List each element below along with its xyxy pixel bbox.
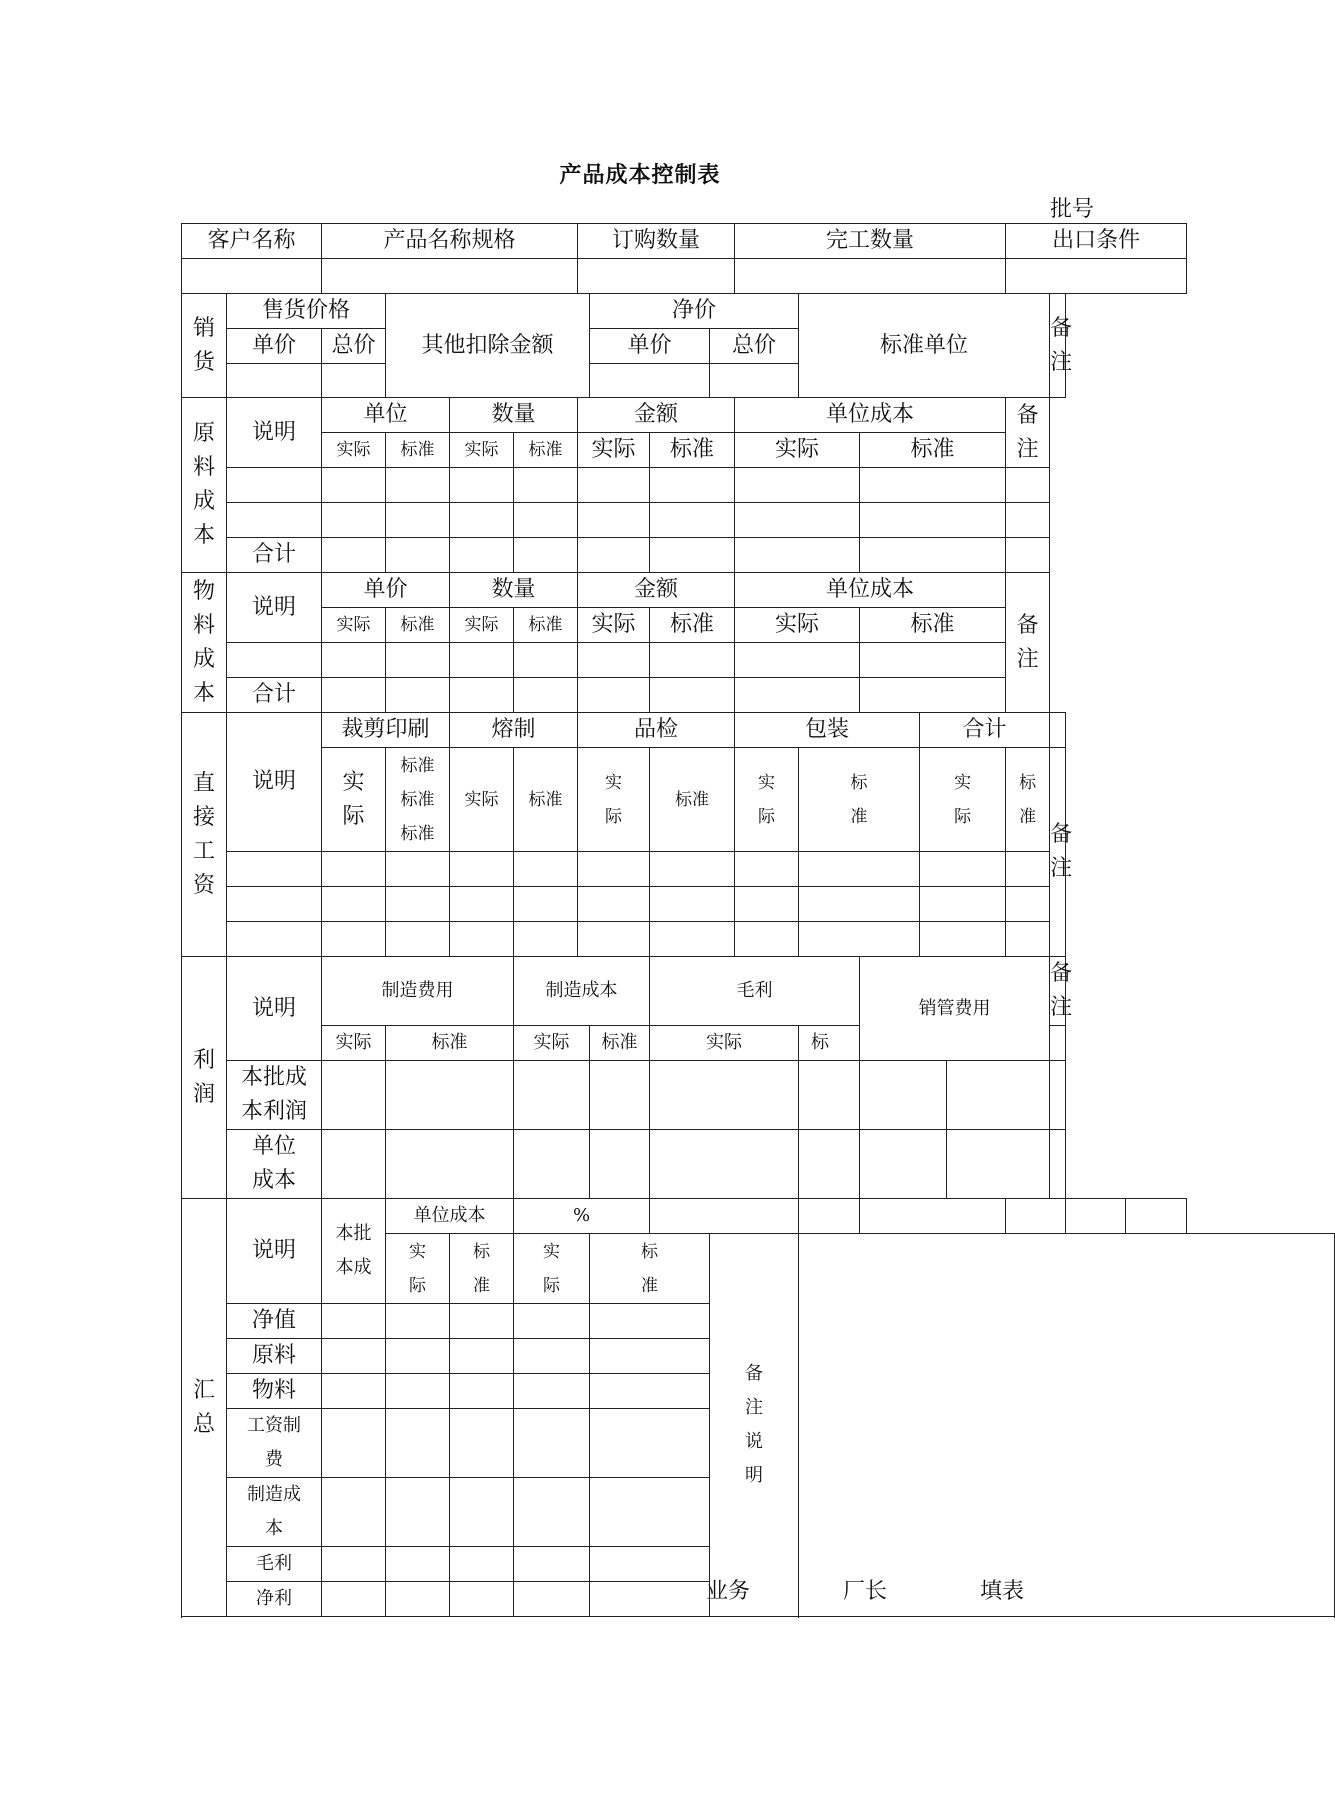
labor-cell[interactable] bbox=[386, 887, 450, 922]
profit-mfg-cost-actual: 实际 bbox=[514, 1026, 590, 1061]
labor-melt-header: 熔制 bbox=[450, 713, 578, 748]
summary-cell[interactable] bbox=[590, 1582, 710, 1617]
profit-cell[interactable] bbox=[947, 1130, 1050, 1199]
raw-qty-actual: 实际 bbox=[450, 433, 514, 468]
raw-remark-cell[interactable] bbox=[1006, 468, 1050, 503]
material-total-cell[interactable] bbox=[735, 678, 860, 713]
summary-cell[interactable] bbox=[322, 1304, 386, 1339]
summary-cell[interactable] bbox=[590, 1547, 710, 1582]
profit-cell[interactable] bbox=[860, 1061, 947, 1130]
raw-remark-cell[interactable] bbox=[1006, 503, 1050, 538]
labor-total-standard: 标 准 bbox=[1006, 748, 1050, 852]
labor-blank-header bbox=[1050, 713, 1066, 748]
product-spec-input[interactable] bbox=[322, 259, 578, 294]
profit-cell[interactable] bbox=[650, 1061, 799, 1130]
raw-cell[interactable] bbox=[860, 468, 1006, 503]
material-total-cell[interactable] bbox=[650, 678, 735, 713]
labor-cell[interactable] bbox=[1006, 887, 1050, 922]
labor-cut-standard: 标准 标准 标准 bbox=[386, 748, 450, 852]
raw-desc-header: 说明 bbox=[227, 398, 322, 468]
header-finished-qty: 完工数量 bbox=[735, 224, 1006, 259]
profit-mfg-expense-actual: 实际 bbox=[322, 1026, 386, 1061]
summary-cell[interactable] bbox=[322, 1409, 386, 1478]
material-total-label: 合计 bbox=[227, 678, 322, 713]
labor-cell[interactable] bbox=[1006, 922, 1050, 957]
profit-desc-header: 说明 bbox=[227, 957, 322, 1061]
material-amount-actual: 实际 bbox=[578, 608, 650, 643]
labor-cell[interactable] bbox=[650, 887, 735, 922]
raw-unit-actual: 实际 bbox=[322, 433, 386, 468]
raw-cell[interactable] bbox=[860, 503, 1006, 538]
unit-price-header: 单价 bbox=[227, 329, 322, 364]
order-qty-input[interactable] bbox=[578, 259, 735, 294]
labor-pack-standard: 标 准 bbox=[799, 748, 920, 852]
profit-cell[interactable] bbox=[799, 1130, 860, 1199]
export-terms-input[interactable] bbox=[1006, 259, 1187, 294]
raw-cell[interactable] bbox=[735, 503, 860, 538]
net-total-price-header: 总价 bbox=[710, 329, 799, 364]
summary-blank-cell bbox=[1006, 1199, 1066, 1234]
net-unit-price-input[interactable] bbox=[590, 364, 710, 398]
material-cell[interactable] bbox=[322, 643, 386, 678]
material-cell[interactable] bbox=[514, 643, 578, 678]
summary-cell[interactable] bbox=[514, 1339, 590, 1374]
summary-row-wage-expense: 工资制 费 bbox=[227, 1409, 322, 1478]
header-export-terms: 出口条件 bbox=[1006, 224, 1187, 259]
summary-pct-standard: 标 准 bbox=[590, 1234, 710, 1304]
raw-unit-header: 单位 bbox=[322, 398, 450, 433]
labor-melt-standard: 标准 bbox=[514, 748, 578, 852]
customer-input[interactable] bbox=[182, 259, 322, 294]
material-amount-header: 金额 bbox=[578, 573, 735, 608]
summary-cell[interactable] bbox=[590, 1478, 710, 1547]
raw-cell[interactable] bbox=[450, 468, 514, 503]
profit-cell[interactable] bbox=[386, 1061, 514, 1130]
summary-row-net-value: 净值 bbox=[227, 1304, 322, 1339]
profit-remark-cell[interactable] bbox=[1050, 1061, 1066, 1130]
summary-row-gross: 毛利 bbox=[227, 1547, 322, 1582]
labor-cell[interactable] bbox=[799, 922, 920, 957]
summary-pct-actual: 实 际 bbox=[514, 1234, 590, 1304]
material-cell[interactable] bbox=[650, 643, 735, 678]
raw-total-cell[interactable] bbox=[860, 538, 1006, 573]
profit-gross-standard: 标 bbox=[799, 1026, 860, 1061]
raw-cell[interactable] bbox=[514, 468, 578, 503]
total-price-input[interactable] bbox=[322, 364, 386, 398]
profit-cell[interactable] bbox=[386, 1130, 514, 1199]
material-qty-actual: 实际 bbox=[450, 608, 514, 643]
summary-cell[interactable] bbox=[386, 1478, 450, 1547]
raw-unit-cost-header: 单位成本 bbox=[735, 398, 1006, 433]
labor-cell[interactable] bbox=[920, 852, 1006, 887]
summary-percent-header: % bbox=[514, 1199, 650, 1234]
raw-row-desc[interactable] bbox=[227, 468, 322, 503]
labor-cell[interactable] bbox=[1006, 852, 1050, 887]
summary-cell[interactable] bbox=[514, 1478, 590, 1547]
summary-cell[interactable] bbox=[322, 1478, 386, 1547]
material-total-cell[interactable] bbox=[322, 678, 386, 713]
section-raw-cost: 原 料 成 本 bbox=[182, 398, 227, 573]
summary-blank-cell bbox=[1126, 1199, 1187, 1234]
labor-cell[interactable] bbox=[735, 887, 799, 922]
raw-cell[interactable] bbox=[578, 503, 650, 538]
summary-cell[interactable] bbox=[450, 1374, 514, 1409]
summary-unit-standard: 标 准 bbox=[450, 1234, 514, 1304]
std-unit-header: 标准单位 bbox=[799, 294, 1050, 398]
batch-number-label: 批号 bbox=[1050, 197, 1095, 222]
raw-total-cell[interactable] bbox=[322, 538, 386, 573]
material-desc-header: 说明 bbox=[227, 573, 322, 643]
page-title: 产品成本控制表 bbox=[559, 162, 721, 188]
raw-unitcost-standard: 标准 bbox=[860, 433, 1006, 468]
profit-cell[interactable] bbox=[860, 1130, 947, 1199]
total-price-header: 总价 bbox=[322, 329, 386, 364]
raw-cell[interactable] bbox=[650, 503, 735, 538]
summary-cell[interactable] bbox=[514, 1374, 590, 1409]
section-sales: 销 货 bbox=[182, 294, 227, 398]
raw-total-cell[interactable] bbox=[514, 538, 578, 573]
summary-cell[interactable] bbox=[386, 1339, 450, 1374]
summary-cell[interactable] bbox=[322, 1547, 386, 1582]
raw-remark-header: 备注 bbox=[1006, 398, 1050, 468]
raw-qty-standard: 标准 bbox=[514, 433, 578, 468]
summary-cell[interactable] bbox=[590, 1409, 710, 1478]
summary-blank-cell bbox=[799, 1199, 860, 1234]
material-total-cell[interactable] bbox=[860, 678, 1006, 713]
summary-unit-actual: 实 际 bbox=[386, 1234, 450, 1304]
material-total-cell[interactable] bbox=[450, 678, 514, 713]
profit-mfg-cost-standard: 标准 bbox=[590, 1026, 650, 1061]
raw-row-desc[interactable] bbox=[227, 503, 322, 538]
profit-mfg-expense-header: 制造费用 bbox=[322, 957, 514, 1026]
profit-sales-admin-header: 销管费用 bbox=[860, 957, 1050, 1061]
summary-cell[interactable] bbox=[450, 1339, 514, 1374]
labor-cell[interactable] bbox=[799, 852, 920, 887]
raw-cell[interactable] bbox=[386, 468, 450, 503]
raw-remark-cell[interactable] bbox=[1006, 538, 1050, 573]
summary-row-net: 净利 bbox=[227, 1582, 322, 1617]
labor-cell[interactable] bbox=[386, 922, 450, 957]
summary-cell[interactable] bbox=[322, 1582, 386, 1617]
profit-mfg-expense-standard: 标准 bbox=[386, 1026, 514, 1061]
material-qty-standard: 标准 bbox=[514, 608, 578, 643]
labor-cell[interactable] bbox=[799, 887, 920, 922]
labor-cell[interactable] bbox=[578, 852, 650, 887]
material-total-cell[interactable] bbox=[578, 678, 650, 713]
summary-cell[interactable] bbox=[386, 1374, 450, 1409]
summary-cell[interactable] bbox=[386, 1582, 450, 1617]
profit-unit-cost-label: 单位 成本 bbox=[227, 1130, 322, 1199]
summary-cell[interactable] bbox=[450, 1304, 514, 1339]
profit-remark-cell[interactable] bbox=[1050, 1026, 1066, 1061]
footer-filled-by: 填表 bbox=[980, 1579, 1025, 1604]
header-customer: 客户名称 bbox=[182, 224, 322, 259]
labor-remark-header: 备注 bbox=[1050, 748, 1066, 957]
labor-cell[interactable] bbox=[920, 922, 1006, 957]
raw-cell[interactable] bbox=[578, 468, 650, 503]
raw-cell[interactable] bbox=[322, 468, 386, 503]
raw-cell[interactable] bbox=[322, 503, 386, 538]
material-total-cell[interactable] bbox=[386, 678, 450, 713]
raw-amount-standard: 标准 bbox=[650, 433, 735, 468]
raw-cell[interactable] bbox=[386, 503, 450, 538]
net-unit-price-header: 单价 bbox=[590, 329, 710, 364]
raw-cell[interactable] bbox=[735, 468, 860, 503]
raw-cell[interactable] bbox=[514, 503, 578, 538]
material-amount-standard: 标准 bbox=[650, 608, 735, 643]
labor-cell[interactable] bbox=[386, 852, 450, 887]
summary-cell[interactable] bbox=[450, 1582, 514, 1617]
labor-cell[interactable] bbox=[650, 852, 735, 887]
summary-desc-header: 说明 bbox=[227, 1199, 322, 1304]
labor-cell[interactable] bbox=[450, 922, 514, 957]
labor-cell[interactable] bbox=[920, 887, 1006, 922]
summary-cell[interactable] bbox=[514, 1409, 590, 1478]
raw-cell[interactable] bbox=[650, 468, 735, 503]
labor-cell[interactable] bbox=[514, 852, 578, 887]
summary-cell[interactable] bbox=[450, 1478, 514, 1547]
labor-inspect-header: 品检 bbox=[578, 713, 735, 748]
labor-total-header: 合计 bbox=[920, 713, 1050, 748]
summary-row-mfg-cost: 制造成 本 bbox=[227, 1478, 322, 1547]
labor-cell[interactable] bbox=[514, 922, 578, 957]
summary-blank-cell bbox=[1066, 1199, 1126, 1234]
labor-cell[interactable] bbox=[450, 887, 514, 922]
labor-pack-actual: 实 际 bbox=[735, 748, 799, 852]
labor-inspect-actual: 实 际 bbox=[578, 748, 650, 852]
material-qty-header: 数量 bbox=[450, 573, 578, 608]
other-deductions-header: 其他扣除金额 bbox=[386, 294, 590, 398]
material-cell[interactable] bbox=[450, 643, 514, 678]
net-price-header: 净价 bbox=[590, 294, 799, 329]
summary-cell[interactable] bbox=[322, 1374, 386, 1409]
labor-pack-header: 包装 bbox=[735, 713, 920, 748]
footer-factory-head: 厂长 bbox=[843, 1579, 888, 1604]
summary-cell[interactable] bbox=[590, 1374, 710, 1409]
summary-batch-cost-header: 本批 本成 bbox=[322, 1199, 386, 1304]
material-cell[interactable] bbox=[860, 643, 1006, 678]
profit-remark-header: 备注 bbox=[1050, 957, 1066, 1026]
labor-cell[interactable] bbox=[514, 887, 578, 922]
net-total-price-input[interactable] bbox=[710, 364, 799, 398]
labor-cell[interactable] bbox=[450, 852, 514, 887]
labor-cell[interactable] bbox=[650, 922, 735, 957]
summary-cell[interactable] bbox=[322, 1339, 386, 1374]
raw-total-cell[interactable] bbox=[650, 538, 735, 573]
summary-remark-notes-area[interactable] bbox=[799, 1234, 1335, 1617]
sale-price-header: 售货价格 bbox=[227, 294, 386, 329]
profit-cell[interactable] bbox=[590, 1130, 650, 1199]
material-total-cell[interactable] bbox=[514, 678, 578, 713]
summary-remark-notes-label: 备 注 说 明 bbox=[710, 1234, 799, 1617]
summary-cell[interactable] bbox=[386, 1409, 450, 1478]
summary-cell[interactable] bbox=[590, 1339, 710, 1374]
sales-remark-header: 备注 bbox=[1050, 294, 1066, 398]
labor-cell[interactable] bbox=[578, 922, 650, 957]
labor-cell[interactable] bbox=[578, 887, 650, 922]
profit-gross-actual: 实际 bbox=[650, 1026, 799, 1061]
material-unitcost-standard: 标准 bbox=[860, 608, 1006, 643]
raw-qty-header: 数量 bbox=[450, 398, 578, 433]
material-cell[interactable] bbox=[578, 643, 650, 678]
profit-batch-label: 本批成 本利润 bbox=[227, 1061, 322, 1130]
summary-row-raw: 原料 bbox=[227, 1339, 322, 1374]
footer-business: 业务 bbox=[706, 1579, 751, 1604]
labor-cut-print-header: 裁剪印刷 bbox=[322, 713, 450, 748]
profit-remark-cell[interactable] bbox=[1050, 1130, 1066, 1199]
profit-cell[interactable] bbox=[947, 1061, 1050, 1130]
material-cell[interactable] bbox=[386, 643, 450, 678]
unit-price-input[interactable] bbox=[227, 364, 322, 398]
summary-cell[interactable] bbox=[450, 1547, 514, 1582]
raw-total-cell[interactable] bbox=[386, 538, 450, 573]
profit-cell[interactable] bbox=[322, 1130, 386, 1199]
raw-amount-header: 金额 bbox=[578, 398, 735, 433]
summary-cell[interactable] bbox=[514, 1304, 590, 1339]
header-product-spec: 产品名称规格 bbox=[322, 224, 578, 259]
raw-amount-actual: 实际 bbox=[578, 433, 650, 468]
summary-cell[interactable] bbox=[450, 1409, 514, 1478]
finished-qty-input[interactable] bbox=[735, 259, 1006, 294]
header-order-qty: 订购数量 bbox=[578, 224, 735, 259]
section-direct-labor: 直 接 工 资 bbox=[182, 713, 227, 957]
labor-cell[interactable] bbox=[322, 887, 386, 922]
cost-control-form bbox=[181, 223, 1335, 1617]
summary-blank-cell bbox=[860, 1199, 1006, 1234]
summary-cell[interactable] bbox=[386, 1304, 450, 1339]
raw-cell[interactable] bbox=[450, 503, 514, 538]
profit-cell[interactable] bbox=[650, 1130, 799, 1199]
raw-total-label: 合计 bbox=[227, 538, 322, 573]
summary-cell[interactable] bbox=[514, 1547, 590, 1582]
profit-cell[interactable] bbox=[514, 1130, 590, 1199]
material-price-standard: 标准 bbox=[386, 608, 450, 643]
labor-inspect-standard: 标准 bbox=[650, 748, 735, 852]
summary-cell[interactable] bbox=[386, 1547, 450, 1582]
labor-cell[interactable] bbox=[735, 852, 799, 887]
summary-unit-cost-header: 单位成本 bbox=[386, 1199, 514, 1234]
raw-total-cell[interactable] bbox=[450, 538, 514, 573]
profit-gross-header: 毛利 bbox=[650, 957, 860, 1026]
raw-total-cell[interactable] bbox=[735, 538, 860, 573]
raw-unit-standard: 标准 bbox=[386, 433, 450, 468]
material-row-desc[interactable] bbox=[227, 643, 322, 678]
summary-row-material: 物料 bbox=[227, 1374, 322, 1409]
labor-row-desc[interactable] bbox=[227, 887, 322, 922]
labor-desc-header: 说明 bbox=[227, 713, 322, 852]
summary-cell[interactable] bbox=[514, 1582, 590, 1617]
labor-cut-actual: 实 际 bbox=[322, 748, 386, 852]
labor-total-actual: 实 际 bbox=[920, 748, 1006, 852]
profit-cell[interactable] bbox=[799, 1061, 860, 1130]
profit-cell[interactable] bbox=[590, 1061, 650, 1130]
raw-unitcost-actual: 实际 bbox=[735, 433, 860, 468]
material-unit-cost-header: 单位成本 bbox=[735, 573, 1006, 608]
material-unitcost-actual: 实际 bbox=[735, 608, 860, 643]
labor-cell[interactable] bbox=[322, 922, 386, 957]
labor-cell[interactable] bbox=[322, 852, 386, 887]
section-material-cost: 物 料 成 本 bbox=[182, 573, 227, 713]
labor-row-desc[interactable] bbox=[227, 852, 322, 887]
profit-cell[interactable] bbox=[514, 1061, 590, 1130]
section-summary: 汇 总 bbox=[182, 1199, 227, 1617]
labor-cell[interactable] bbox=[735, 922, 799, 957]
section-profit: 利 润 bbox=[182, 957, 227, 1199]
raw-total-cell[interactable] bbox=[578, 538, 650, 573]
summary-blank-cell bbox=[650, 1199, 799, 1234]
material-price-actual: 实际 bbox=[322, 608, 386, 643]
material-unit-price-header: 单价 bbox=[322, 573, 450, 608]
profit-mfg-cost-header: 制造成本 bbox=[514, 957, 650, 1026]
labor-row-desc[interactable] bbox=[227, 922, 322, 957]
material-cell[interactable] bbox=[735, 643, 860, 678]
labor-melt-actual: 实际 bbox=[450, 748, 514, 852]
material-remark-header: 备注 bbox=[1006, 573, 1050, 713]
profit-cell[interactable] bbox=[322, 1061, 386, 1130]
summary-cell[interactable] bbox=[590, 1304, 710, 1339]
